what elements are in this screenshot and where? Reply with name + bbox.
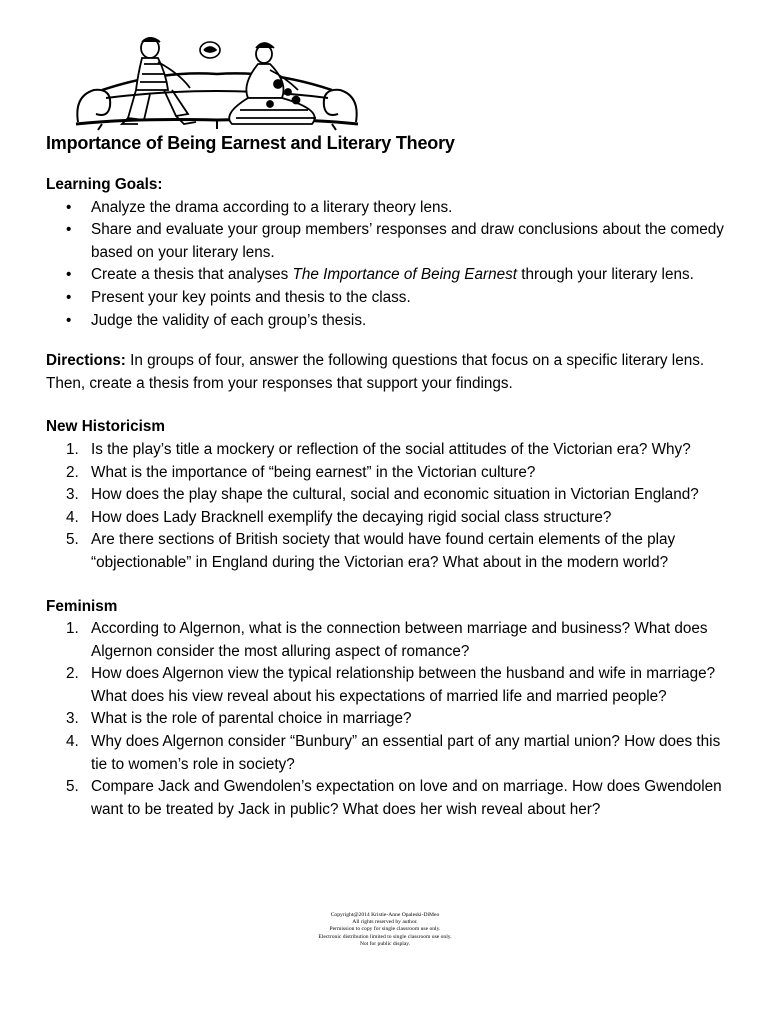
new-historicism-heading: New Historicism [46,418,166,436]
feminism-heading: Feminism [46,597,118,615]
question-text: How does Lady Bracknell exemplify the decaying rigid social class structure? [91,508,612,526]
question-number: 5. [66,531,79,549]
new-historicism-questions [46,439,736,575]
learning-goals-heading: Learning Goals: [46,176,163,193]
bullet-icon: • [66,266,72,284]
question-text: Is the play’s title a mockery or reflection of the social attitudes of the Victorian era? Why? [91,440,691,458]
question-number: 1. [66,620,79,638]
feminism-questions [46,618,736,821]
victorian-couple-illustration [72,34,362,132]
question-item [46,439,736,462]
footer-line: Electronic distribution limited to single classroom use only. [318,933,452,940]
directions-text: In groups of four, answer the following questions that focus on a specific literary lens. Then, create a thesis from your responses that support your findings. [46,352,705,392]
question-number: 2. [66,665,79,683]
question-text: Compare Jack and Gwendolen’s expectation on love and on marriage. How does Gwendolen want to be treated by Jack in public? What does her wish reveal about her? [91,778,722,818]
footer-line: Copyright@2014 Kristie-Anne Opaleski-DiMeo [330,912,440,918]
bullet-icon: • [66,288,72,306]
question-item [46,529,736,574]
question-item [46,462,736,485]
question-text: According to Algernon, what is the connection between marriage and business? What does Algernon consider the most alluring aspect of romance? [91,620,708,660]
question-item [46,708,736,731]
question-item [46,663,736,708]
learning-goal-item: • Create a thesis that analyses The Importance of Being Earnest through your literary lens. [46,264,736,287]
play-title-italic: The Importance of Being Earnest [292,266,518,284]
directions-label: Directions: [46,352,126,370]
learning-goals-list [46,197,736,333]
question-item [46,731,736,776]
question-number: 5. [66,778,79,796]
question-text: How does the play shape the cultural, social and economic situation in Victorian England? [91,486,699,504]
question-text: Are there sections of British society that would have found certain elements of the play “objectionable” in England during the Victorian era? What about in the modern world? [91,531,676,571]
question-text: Why does Algernon consider “Bunbury” an essential part of any martial union? How does this tie to women’s role in society? [91,733,721,773]
learning-goal-item: • Share and evaluate your group members’ responses and draw conclusions about the comedy based on your literary lens. [66,221,724,261]
question-number: 3. [66,486,79,504]
bullet-icon: • [66,198,72,216]
question-text: What is the importance of “being earnest” in the Victorian culture? [91,463,536,481]
learning-goal-item: • Analyze the drama according to a literary theory lens. [46,197,736,220]
question-number: 4. [66,733,79,751]
question-item [46,618,736,663]
document-body [46,130,736,842]
learning-goal-item: • Present your key points and thesis to the class. [46,287,736,310]
question-item [46,507,736,530]
page-title: Importance of Being Earnest and Literary Theory [46,133,455,153]
learning-goal-item: • Judge the validity of each group’s thesis. [46,310,736,333]
bullet-icon: • [66,311,72,329]
footer-line: All rights reserved by author. [352,919,418,926]
question-number: 1. [66,440,79,458]
footer-line: Not for public display. [359,940,411,947]
question-item [46,484,736,507]
question-text: What is the role of parental choice in marriage? [91,710,412,728]
question-number: 4. [66,508,79,526]
directions-paragraph [46,350,736,395]
question-item [46,776,736,821]
question-number: 3. [66,710,79,728]
question-number: 2. [66,463,79,481]
copyright-footer [260,912,510,948]
question-text: How does Algernon view the typical relationship between the husband and wife in marriage? What does his view reveal about his expectations of married life and married people? [91,665,716,705]
footer-line: Permission to copy for single classroom use only. [329,926,441,933]
bullet-icon: • [66,221,72,239]
